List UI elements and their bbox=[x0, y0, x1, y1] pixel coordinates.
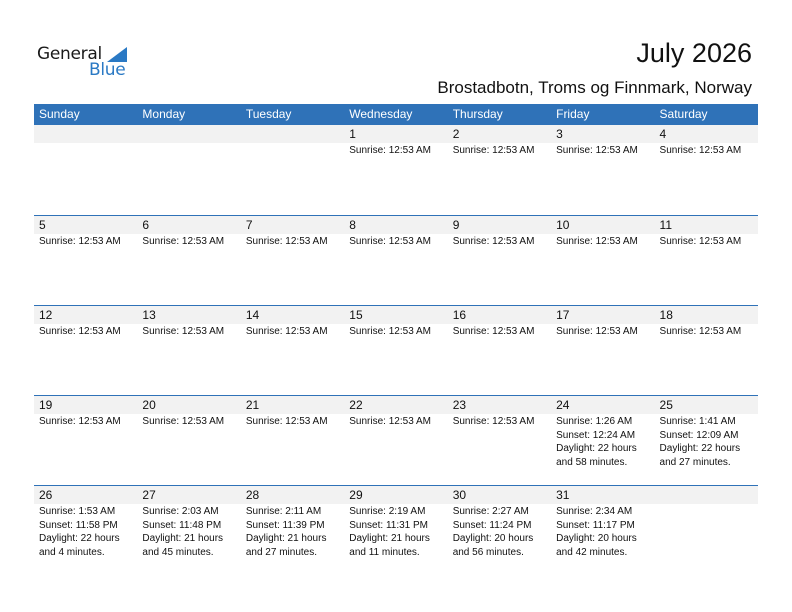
sun-info-line: Sunrise: 12:53 AM bbox=[452, 236, 535, 247]
day-number: 6 bbox=[142, 218, 150, 232]
day-info-row bbox=[34, 414, 758, 469]
weekday-header-row bbox=[34, 104, 758, 125]
sun-info-line: Sunrise: 2:34 AM bbox=[556, 506, 633, 517]
sun-info-line: Sunrise: 12:53 AM bbox=[349, 326, 431, 337]
day-number: 24 bbox=[556, 398, 570, 412]
day-cell bbox=[655, 234, 758, 249]
weekday-monday: Monday bbox=[142, 107, 186, 121]
day-number-row bbox=[34, 306, 758, 324]
sun-info-line: Sunrise: 12:53 AM bbox=[349, 145, 431, 156]
sun-info-line: Sunrise: 1:53 AM bbox=[39, 506, 116, 517]
day-number: 11 bbox=[659, 218, 672, 232]
day-cell bbox=[551, 414, 654, 469]
sun-info-line: and 4 minutes. bbox=[39, 546, 105, 558]
day-number: 30 bbox=[452, 488, 467, 502]
day-cell bbox=[241, 504, 344, 559]
day-number: 10 bbox=[556, 218, 570, 232]
day-info-row bbox=[34, 324, 758, 339]
day-number bbox=[241, 125, 344, 143]
day-number: 27 bbox=[142, 488, 156, 502]
day-number: 20 bbox=[142, 398, 156, 412]
sun-info-line: Sunrise: 12:53 AM bbox=[245, 416, 328, 427]
day-number: 1 bbox=[349, 127, 356, 141]
sun-info-line: Sunrise: 2:11 AM bbox=[245, 506, 322, 517]
calendar-title: July 2026 bbox=[636, 38, 752, 68]
sun-info-line: and 45 minutes. bbox=[142, 546, 214, 558]
day-number: 4 bbox=[659, 127, 667, 141]
sun-info-line: and 56 minutes. bbox=[452, 546, 524, 558]
sun-info-line: Sunset: 11:58 PM bbox=[39, 519, 118, 531]
day-number: 31 bbox=[556, 488, 570, 502]
sun-info-line: Sunrise: 12:53 AM bbox=[142, 236, 225, 247]
day-info-row bbox=[34, 504, 758, 559]
day-number: 26 bbox=[39, 488, 53, 502]
day-number: 21 bbox=[245, 398, 260, 412]
weekday-tuesday: Tuesday bbox=[245, 107, 292, 121]
day-cell bbox=[344, 414, 447, 469]
calendar-grid bbox=[34, 104, 758, 575]
sun-info-line: Sunrise: 2:03 AM bbox=[142, 506, 219, 517]
day-cell bbox=[34, 414, 137, 469]
day-cell bbox=[137, 324, 240, 339]
day-number bbox=[34, 125, 137, 143]
day-number: 2 bbox=[452, 127, 460, 141]
week-row bbox=[34, 485, 758, 575]
day-number-row bbox=[34, 396, 758, 414]
sun-info-line: Daylight: 20 hours bbox=[556, 533, 637, 544]
day-cell bbox=[137, 234, 240, 249]
day-number: 7 bbox=[245, 218, 253, 232]
day-cell bbox=[137, 414, 240, 469]
sun-info-line: Sunrise: 12:53 AM bbox=[452, 326, 535, 337]
day-cell bbox=[655, 414, 758, 469]
sun-info-line: Daylight: 21 hours bbox=[349, 533, 430, 544]
day-number-row bbox=[34, 216, 758, 234]
sun-info-line: Sunrise: 12:53 AM bbox=[659, 326, 742, 337]
sun-info-line: Sunrise: 12:53 AM bbox=[556, 326, 638, 337]
day-cell bbox=[344, 234, 447, 249]
sun-info-line: Sunrise: 12:53 AM bbox=[349, 416, 431, 427]
week-row bbox=[34, 125, 758, 215]
logo-general-text: General bbox=[37, 44, 102, 64]
day-cell bbox=[344, 324, 447, 339]
day-number: 28 bbox=[245, 488, 260, 502]
day-number: 13 bbox=[142, 308, 156, 322]
sun-info-line: Sunrise: 12:53 AM bbox=[452, 416, 535, 427]
sun-info-line: Daylight: 20 hours bbox=[452, 533, 534, 544]
sun-info-line: Sunrise: 12:53 AM bbox=[659, 145, 742, 156]
day-number-row bbox=[34, 125, 758, 143]
day-number: 19 bbox=[39, 398, 53, 412]
sun-info-line: Daylight: 22 hours bbox=[556, 443, 637, 454]
day-number: 12 bbox=[39, 308, 53, 322]
week-row bbox=[34, 395, 758, 485]
sun-info-line: Sunset: 11:24 PM bbox=[452, 519, 532, 531]
day-cell bbox=[344, 504, 447, 559]
day-cell bbox=[34, 324, 137, 339]
sun-info-line: Sunrise: 12:53 AM bbox=[556, 236, 638, 247]
day-cell bbox=[448, 414, 551, 469]
sun-info-line: Sunrise: 12:53 AM bbox=[556, 145, 638, 156]
sun-info-line: Daylight: 22 hours bbox=[39, 533, 120, 544]
day-info-row bbox=[34, 143, 758, 158]
day-cell bbox=[655, 504, 758, 559]
day-cell bbox=[344, 143, 447, 158]
sun-info-line: Sunrise: 1:41 AM bbox=[659, 416, 736, 427]
day-cell bbox=[137, 504, 240, 559]
day-number: 16 bbox=[452, 308, 467, 322]
day-number-row bbox=[34, 486, 758, 504]
week-row bbox=[34, 305, 758, 395]
day-cell bbox=[34, 234, 137, 249]
day-number: 23 bbox=[452, 398, 467, 412]
day-cell bbox=[34, 143, 137, 158]
weekday-friday: Friday bbox=[556, 107, 590, 121]
day-cell bbox=[448, 504, 551, 559]
weekday-wednesday: Wednesday bbox=[349, 107, 413, 121]
general-blue-logo bbox=[37, 44, 132, 80]
day-number: 8 bbox=[349, 218, 356, 232]
sun-info-line: Daylight: 21 hours bbox=[245, 533, 327, 544]
sun-info-line: and 42 minutes. bbox=[556, 546, 628, 558]
sun-info-line: Sunrise: 2:19 AM bbox=[349, 506, 426, 517]
day-cell bbox=[448, 143, 551, 158]
sun-info-line: Daylight: 22 hours bbox=[659, 443, 741, 454]
day-cell bbox=[34, 504, 137, 559]
sun-info-line: Sunset: 11:48 PM bbox=[142, 519, 222, 531]
sun-info-line: Sunset: 11:17 PM bbox=[556, 519, 635, 531]
sun-info-line: Sunrise: 12:53 AM bbox=[142, 416, 225, 427]
day-cell bbox=[241, 234, 344, 249]
sun-info-line: and 11 minutes. bbox=[349, 546, 420, 558]
day-cell bbox=[137, 143, 240, 158]
sun-info-line: Sunrise: 12:53 AM bbox=[452, 145, 535, 156]
sun-info-line: and 27 minutes. bbox=[245, 546, 318, 558]
day-info-row bbox=[34, 234, 758, 249]
day-number: 3 bbox=[556, 127, 563, 141]
day-cell bbox=[655, 324, 758, 339]
day-number: 5 bbox=[39, 218, 46, 232]
day-number: 25 bbox=[659, 398, 673, 412]
day-number: 17 bbox=[556, 308, 570, 322]
day-cell bbox=[551, 143, 654, 158]
day-number: 15 bbox=[349, 308, 363, 322]
sun-info-line: Sunrise: 12:53 AM bbox=[245, 236, 328, 247]
sun-info-line: Sunrise: 1:26 AM bbox=[556, 416, 633, 427]
weekday-thursday: Thursday bbox=[452, 107, 503, 121]
sun-info-line: Sunrise: 12:53 AM bbox=[39, 236, 121, 247]
day-number: 14 bbox=[245, 308, 260, 322]
sun-info-line: Sunset: 12:09 AM bbox=[659, 429, 739, 441]
week-row bbox=[34, 215, 758, 305]
weeks-container bbox=[34, 125, 758, 575]
sun-info-line: Sunrise: 12:53 AM bbox=[39, 416, 121, 427]
day-number bbox=[137, 125, 240, 143]
day-cell bbox=[551, 234, 654, 249]
sun-info-line: Daylight: 21 hours bbox=[142, 533, 224, 544]
sun-info-line: Sunrise: 12:53 AM bbox=[245, 326, 328, 337]
day-cell bbox=[551, 504, 654, 559]
sun-info-line: Sunset: 11:39 PM bbox=[245, 519, 325, 531]
day-cell bbox=[551, 324, 654, 339]
sun-info-line: Sunset: 11:31 PM bbox=[349, 519, 429, 531]
calendar-location: Brostadbotn, Troms og Finnmark, Norway bbox=[437, 78, 752, 97]
day-number bbox=[655, 486, 758, 504]
sun-info-line: and 58 minutes. bbox=[556, 456, 628, 468]
weekday-sunday: Sunday bbox=[39, 107, 80, 121]
sun-info-line: Sunset: 12:24 AM bbox=[556, 429, 636, 441]
sun-info-line: Sunrise: 12:53 AM bbox=[39, 326, 121, 337]
day-cell bbox=[448, 324, 551, 339]
day-number: 18 bbox=[659, 308, 673, 322]
day-number: 22 bbox=[349, 398, 363, 412]
day-number: 29 bbox=[349, 488, 363, 502]
weekday-saturday: Saturday bbox=[659, 107, 708, 121]
day-cell bbox=[241, 324, 344, 339]
sun-info-line: and 27 minutes. bbox=[659, 456, 731, 468]
sun-info-line: Sunrise: 12:53 AM bbox=[142, 326, 225, 337]
day-cell bbox=[241, 414, 344, 469]
day-cell bbox=[448, 234, 551, 249]
day-cell bbox=[241, 143, 344, 158]
sun-info-line: Sunrise: 12:53 AM bbox=[349, 236, 431, 247]
day-number: 9 bbox=[452, 218, 460, 232]
sun-info-line: Sunrise: 2:27 AM bbox=[452, 506, 529, 517]
sun-info-line: Sunrise: 12:53 AM bbox=[659, 236, 742, 247]
day-cell bbox=[655, 143, 758, 158]
logo-blue-text: Blue bbox=[89, 60, 126, 80]
